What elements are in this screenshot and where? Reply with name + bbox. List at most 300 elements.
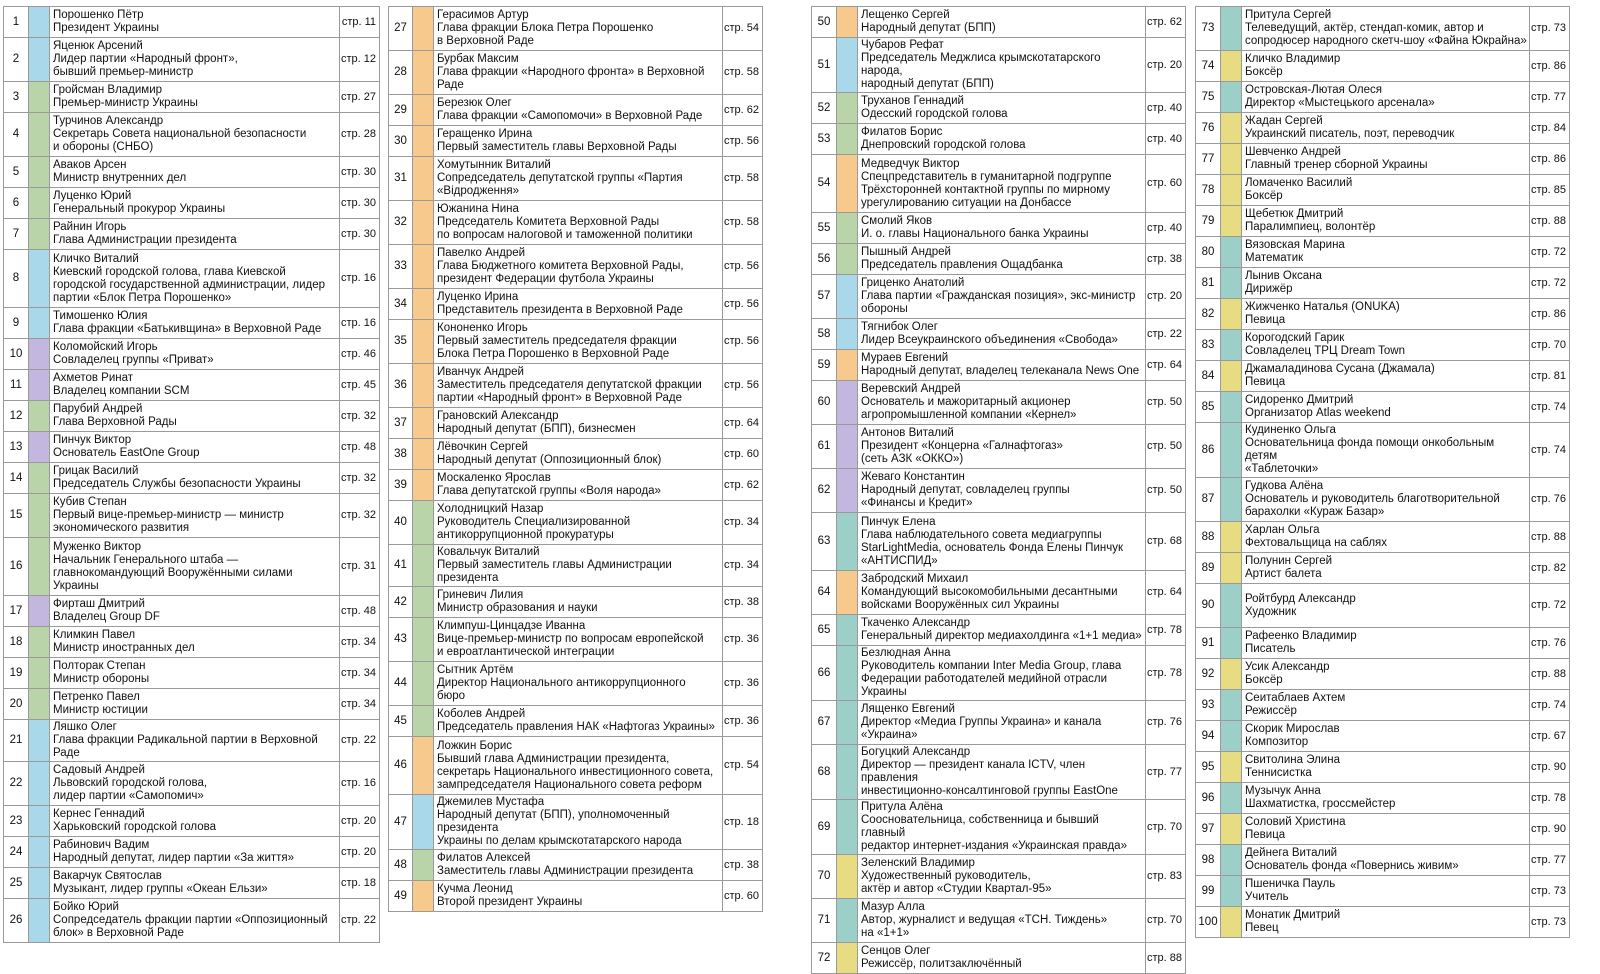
rank-number: 73 bbox=[1196, 7, 1221, 51]
rank-number: 60 bbox=[812, 381, 837, 425]
person-role: Украинский писатель, поэт, переводчик bbox=[1245, 128, 1455, 140]
page-reference: стр. 54 bbox=[723, 737, 763, 795]
person-name: Кудиненко Ольга bbox=[1245, 424, 1336, 436]
list-row bbox=[389, 157, 763, 201]
person-name: Филатов Борис bbox=[861, 126, 943, 138]
category-color-band bbox=[29, 689, 50, 720]
person-cell bbox=[50, 806, 340, 837]
rank-number: 16 bbox=[4, 538, 29, 596]
person-role: Президент «Концерна «Галнафтогаз» (сеть АЗК «ОККО») bbox=[861, 440, 1063, 465]
category-color-band bbox=[29, 806, 50, 837]
category-color-band bbox=[1221, 814, 1242, 845]
rank-number: 40 bbox=[389, 501, 413, 545]
list-row bbox=[1196, 330, 1570, 361]
page-reference: стр. 70 bbox=[1530, 330, 1570, 361]
list-row bbox=[4, 463, 380, 494]
list-row bbox=[389, 320, 763, 364]
category-color-band bbox=[837, 93, 858, 124]
page-reference: стр. 74 bbox=[1530, 690, 1570, 721]
rank-number: 90 bbox=[1196, 584, 1221, 628]
person-name: Турчинов Александр bbox=[53, 115, 164, 127]
category-color-band bbox=[1221, 907, 1242, 938]
person-name: Мураев Евгений bbox=[861, 352, 949, 364]
category-color-band bbox=[29, 899, 50, 943]
rank-number: 77 bbox=[1196, 144, 1221, 175]
category-color-band bbox=[837, 646, 858, 701]
category-color-band bbox=[413, 662, 434, 706]
page-reference: стр. 27 bbox=[340, 82, 380, 113]
page-reference: стр. 48 bbox=[340, 596, 380, 627]
page-reference: стр. 64 bbox=[1146, 350, 1186, 381]
list-row bbox=[4, 720, 380, 762]
category-color-band bbox=[29, 157, 50, 188]
person-cell bbox=[858, 469, 1146, 513]
list-row bbox=[812, 899, 1186, 943]
page-reference: стр. 36 bbox=[723, 662, 763, 706]
person-role: Директор Национального антикоррупционного бюро bbox=[437, 677, 686, 702]
category-color-band bbox=[1221, 330, 1242, 361]
person-cell bbox=[50, 188, 340, 219]
category-color-band bbox=[1221, 659, 1242, 690]
category-color-band bbox=[1221, 113, 1242, 144]
person-role: Председатель Службы безопасности Украины bbox=[53, 478, 301, 490]
list-row bbox=[389, 618, 763, 662]
person-cell bbox=[50, 762, 340, 806]
person-name: Гудкова Алёна bbox=[1245, 480, 1324, 492]
person-cell bbox=[1242, 144, 1530, 175]
category-color-band bbox=[837, 319, 858, 350]
category-color-band bbox=[1221, 783, 1242, 814]
person-name: Труханов Геннадий bbox=[861, 95, 964, 107]
rank-number: 80 bbox=[1196, 237, 1221, 268]
page-reference: стр. 74 bbox=[1530, 423, 1570, 478]
rank-number: 33 bbox=[389, 245, 413, 289]
rank-number: 63 bbox=[812, 513, 837, 571]
page-reference: стр. 30 bbox=[340, 157, 380, 188]
page-reference: стр. 86 bbox=[1530, 51, 1570, 82]
person-cell bbox=[50, 370, 340, 401]
page-reference: стр. 82 bbox=[1530, 553, 1570, 584]
person-name: Лещенко Сергей bbox=[861, 9, 950, 21]
person-cell bbox=[434, 662, 723, 706]
page-reference: стр. 90 bbox=[1530, 752, 1570, 783]
list-row bbox=[389, 201, 763, 245]
page-reference: стр. 38 bbox=[723, 850, 763, 881]
person-name: Кличко Виталий bbox=[53, 252, 139, 265]
person-role: Заместитель главы Администрации президента bbox=[437, 865, 694, 877]
category-color-band bbox=[837, 213, 858, 244]
category-color-band bbox=[837, 124, 858, 155]
person-name: Кличко Владимир bbox=[1245, 53, 1341, 65]
list-row bbox=[1196, 522, 1570, 553]
person-role: Организатор Atlas weekend bbox=[1245, 407, 1391, 419]
list-row bbox=[812, 93, 1186, 124]
category-color-band bbox=[413, 587, 434, 618]
rank-number: 38 bbox=[389, 439, 413, 470]
rank-number: 54 bbox=[812, 155, 837, 213]
rank-number: 64 bbox=[812, 571, 837, 615]
person-role: Телеведущий, актёр, стендап-комик, автор и сопродюсер народного скетч-шоу «Файна Юкрайна» bbox=[1245, 22, 1527, 47]
rank-number: 12 bbox=[4, 401, 29, 432]
page-reference: стр. 76 bbox=[1530, 478, 1570, 522]
person-role: Сопредседатель фракции партии «Оппозиционный блок» в Верховной Раде bbox=[53, 914, 328, 939]
person-role: Директор «Медиа Группы Украина» и канала «Украина» bbox=[861, 716, 1102, 741]
person-cell bbox=[1242, 478, 1530, 522]
category-color-band bbox=[837, 855, 858, 899]
person-role: Министр иностранных дел bbox=[53, 642, 195, 654]
list-row bbox=[389, 245, 763, 289]
person-role: Киевский городской голова, глава Киевской городской государственной администрации, лидер партии «Блок Петра Порошенко» bbox=[53, 265, 326, 304]
page-reference: стр. 34 bbox=[340, 627, 380, 658]
person-cell bbox=[858, 381, 1146, 425]
person-name: Соловий Христина bbox=[1245, 816, 1346, 828]
category-color-band bbox=[413, 7, 434, 51]
page-reference: стр. 22 bbox=[1146, 319, 1186, 350]
person-cell bbox=[1242, 330, 1530, 361]
page-reference: стр. 77 bbox=[1530, 82, 1570, 113]
person-name: Притула Сергей bbox=[1245, 9, 1332, 21]
person-role: Председатель Комитета Верховной Рады по вопросам налоговой и таможенной политики bbox=[437, 216, 693, 241]
list-row bbox=[389, 545, 763, 587]
rank-number: 34 bbox=[389, 289, 413, 320]
category-color-band bbox=[1221, 392, 1242, 423]
category-color-band bbox=[1221, 51, 1242, 82]
category-color-band bbox=[29, 762, 50, 806]
category-color-band bbox=[413, 501, 434, 545]
page-reference: стр. 50 bbox=[1146, 425, 1186, 469]
person-name: Кернес Геннадий bbox=[53, 808, 145, 820]
person-name: Кубив Степан bbox=[53, 496, 127, 508]
rank-number: 83 bbox=[1196, 330, 1221, 361]
page-reference: стр. 36 bbox=[723, 706, 763, 737]
list-row bbox=[4, 219, 380, 250]
list-row bbox=[1196, 82, 1570, 113]
page-reference: стр. 62 bbox=[723, 95, 763, 126]
rank-number: 62 bbox=[812, 469, 837, 513]
page-reference: стр. 45 bbox=[340, 370, 380, 401]
category-color-band bbox=[837, 350, 858, 381]
page-reference: стр. 60 bbox=[723, 439, 763, 470]
category-color-band bbox=[837, 943, 858, 974]
person-name: Сеитаблаев Ахтем bbox=[1245, 692, 1346, 704]
person-role: Министр внутренних дел bbox=[53, 172, 187, 184]
page-reference: стр. 16 bbox=[340, 250, 380, 308]
rank-number: 19 bbox=[4, 658, 29, 689]
person-name: Южанина Нина bbox=[437, 203, 519, 215]
list-row bbox=[812, 213, 1186, 244]
rank-number: 55 bbox=[812, 213, 837, 244]
person-name: Веревский Андрей bbox=[861, 383, 961, 395]
rank-number: 71 bbox=[812, 899, 837, 943]
person-role: Писатель bbox=[1245, 643, 1296, 655]
list-row bbox=[1196, 690, 1570, 721]
category-color-band bbox=[413, 795, 434, 850]
person-cell bbox=[1242, 814, 1530, 845]
person-cell bbox=[1242, 628, 1530, 659]
category-color-band bbox=[1221, 237, 1242, 268]
person-role: Первый заместитель главы Администрации президента bbox=[437, 559, 672, 584]
page-reference: стр. 88 bbox=[1530, 659, 1570, 690]
category-color-band bbox=[29, 720, 50, 762]
person-role: Львовский городской голова, лидер партии «Самопомич» bbox=[53, 777, 208, 802]
page-reference: стр. 86 bbox=[1530, 299, 1570, 330]
category-color-band bbox=[1221, 299, 1242, 330]
person-role: Лидер партии «Народный фронт», бывший премьер-министр bbox=[53, 53, 238, 78]
person-cell bbox=[1242, 51, 1530, 82]
list-row bbox=[812, 646, 1186, 701]
person-name: Островская-Лютая Олеся bbox=[1245, 84, 1382, 96]
list-row bbox=[1196, 659, 1570, 690]
category-color-band bbox=[29, 370, 50, 401]
person-role: И. о. главы Национального банка Украины bbox=[861, 228, 1089, 240]
person-cell bbox=[434, 618, 723, 662]
page-reference: стр. 73 bbox=[1530, 7, 1570, 51]
person-name: Свитолина Элина bbox=[1245, 754, 1340, 766]
list-row bbox=[812, 800, 1186, 855]
rank-number: 94 bbox=[1196, 721, 1221, 752]
rank-number: 1 bbox=[4, 7, 29, 38]
person-name: Климпуш-Цинцадзе Иванна bbox=[437, 620, 586, 632]
page-reference: стр. 30 bbox=[340, 188, 380, 219]
person-role: Режиссёр, политзаключённый bbox=[861, 958, 1022, 970]
rank-number: 98 bbox=[1196, 845, 1221, 876]
person-name: Тягнибок Олег bbox=[861, 321, 938, 333]
category-color-band bbox=[29, 463, 50, 494]
list-row bbox=[4, 308, 380, 339]
rank-number: 41 bbox=[389, 545, 413, 587]
rank-number: 93 bbox=[1196, 690, 1221, 721]
page-reference: стр. 73 bbox=[1530, 876, 1570, 907]
rank-number: 4 bbox=[4, 113, 29, 157]
person-role: Математик bbox=[1245, 252, 1304, 264]
person-name: Забродский Михаил bbox=[861, 573, 969, 585]
person-role: Бывший глава Администрации президента, секретарь Национального инвестиционного совета, зампредседателя Национального совета реформ bbox=[437, 752, 714, 791]
page-reference: стр. 83 bbox=[1146, 855, 1186, 899]
rank-number: 22 bbox=[4, 762, 29, 806]
person-role: Композитор bbox=[1245, 736, 1309, 748]
person-cell bbox=[858, 615, 1146, 646]
person-name: Корогодский Гарик bbox=[1245, 332, 1345, 344]
list-row bbox=[1196, 814, 1570, 845]
person-name: Монатик Дмитрий bbox=[1245, 909, 1341, 921]
person-role: Основатель и руководитель благотворительной барахолки «Кураж Базар» bbox=[1245, 493, 1500, 518]
rank-number: 91 bbox=[1196, 628, 1221, 659]
person-name: Бурбак Максим bbox=[437, 53, 519, 65]
page-reference: стр. 38 bbox=[723, 587, 763, 618]
page-reference: стр. 88 bbox=[1146, 943, 1186, 974]
page-reference: стр. 50 bbox=[1146, 381, 1186, 425]
person-name: Муженко Виктор bbox=[53, 540, 141, 553]
page-reference: стр. 34 bbox=[340, 689, 380, 720]
person-role: Руководитель компании Inter Media Group, глава Федерации работодателей медийной отрасли Украины bbox=[861, 660, 1122, 698]
person-name: Гриневич Лилия bbox=[437, 589, 524, 601]
page-reference: стр. 40 bbox=[1146, 213, 1186, 244]
page-reference: стр. 56 bbox=[723, 364, 763, 408]
person-role: Генеральный прокурор Украины bbox=[53, 203, 226, 215]
person-name: Луценко Юрий bbox=[53, 190, 132, 202]
person-cell bbox=[858, 7, 1146, 38]
person-cell bbox=[1242, 659, 1530, 690]
person-cell bbox=[1242, 553, 1530, 584]
person-name: Райнин Игорь bbox=[53, 221, 127, 233]
page-reference: стр. 72 bbox=[1530, 237, 1570, 268]
page-reference: стр. 78 bbox=[1146, 646, 1186, 701]
list-row bbox=[4, 658, 380, 689]
person-role: Певица bbox=[1245, 376, 1286, 388]
list-row bbox=[389, 850, 763, 881]
person-name: Сидоренко Дмитрий bbox=[1245, 394, 1354, 406]
person-cell bbox=[434, 501, 723, 545]
category-color-band bbox=[29, 308, 50, 339]
page-reference: стр. 76 bbox=[1530, 628, 1570, 659]
page-reference: стр. 12 bbox=[340, 38, 380, 82]
page-reference: стр. 58 bbox=[723, 157, 763, 201]
list-row bbox=[1196, 423, 1570, 478]
person-role: Дирижёр bbox=[1245, 283, 1293, 295]
category-color-band bbox=[837, 244, 858, 275]
category-color-band bbox=[1221, 584, 1242, 628]
category-color-band bbox=[413, 545, 434, 587]
list-row bbox=[812, 943, 1186, 974]
rank-number: 87 bbox=[1196, 478, 1221, 522]
page-reference: стр. 60 bbox=[1146, 155, 1186, 213]
person-cell bbox=[858, 275, 1146, 319]
person-role: Командующий высокомобильными десантными войсками Вооружённых сил Украины bbox=[861, 586, 1118, 611]
person-name: Щебетюк Дмитрий bbox=[1245, 208, 1344, 220]
page-reference: стр. 48 bbox=[340, 432, 380, 463]
person-name: Грицак Василий bbox=[53, 465, 139, 477]
person-name: Смолий Яков bbox=[861, 215, 933, 227]
category-color-band bbox=[413, 320, 434, 364]
person-cell bbox=[858, 425, 1146, 469]
person-role: Руководитель Специализированной антикоррупционной прокуратуры bbox=[437, 516, 631, 541]
person-cell bbox=[1242, 113, 1530, 144]
category-color-band bbox=[29, 339, 50, 370]
person-cell bbox=[50, 38, 340, 82]
list-row bbox=[812, 350, 1186, 381]
category-color-band bbox=[413, 850, 434, 881]
list-row bbox=[389, 7, 763, 51]
person-role: Министр образования и науки bbox=[437, 602, 598, 614]
person-role: Народный депутат, владелец телеканала News One bbox=[861, 365, 1140, 377]
category-color-band bbox=[29, 658, 50, 689]
page-reference: стр. 76 bbox=[1146, 701, 1186, 745]
list-row bbox=[4, 837, 380, 868]
person-cell bbox=[50, 82, 340, 113]
list-row bbox=[4, 538, 380, 596]
list-row bbox=[1196, 268, 1570, 299]
category-color-band bbox=[413, 470, 434, 501]
page-reference: стр. 28 bbox=[340, 113, 380, 157]
rank-number: 78 bbox=[1196, 175, 1221, 206]
category-color-band bbox=[29, 596, 50, 627]
rating-table-1 bbox=[3, 6, 380, 943]
rank-number: 74 bbox=[1196, 51, 1221, 82]
category-color-band bbox=[1221, 845, 1242, 876]
person-role: Спецпредставитель в гуманитарной подгруппе Трёхсторонней контактной группы по мирному урегулированию ситуации на Донбассе bbox=[861, 170, 1112, 209]
rank-number: 58 bbox=[812, 319, 837, 350]
list-row bbox=[1196, 237, 1570, 268]
category-color-band bbox=[837, 701, 858, 745]
category-color-band bbox=[1221, 82, 1242, 113]
person-name: Коболев Андрей bbox=[437, 708, 526, 720]
page-reference: стр. 60 bbox=[723, 881, 763, 912]
person-name: Герасимов Артур bbox=[437, 9, 529, 21]
list-row bbox=[812, 155, 1186, 213]
list-row bbox=[1196, 144, 1570, 175]
category-color-band bbox=[413, 706, 434, 737]
person-name: Лященко Евгений bbox=[861, 703, 955, 715]
rank-number: 6 bbox=[4, 188, 29, 219]
list-row bbox=[4, 432, 380, 463]
page-reference: стр. 64 bbox=[723, 408, 763, 439]
page-reference: стр. 72 bbox=[1530, 268, 1570, 299]
page-reference: стр. 86 bbox=[1530, 144, 1570, 175]
rank-number: 48 bbox=[389, 850, 413, 881]
category-color-band bbox=[1221, 361, 1242, 392]
person-role: Секретарь Совета национальной безопасности и обороны (СНБО) bbox=[53, 128, 307, 153]
category-color-band bbox=[837, 38, 858, 93]
person-cell bbox=[434, 364, 723, 408]
list-row bbox=[4, 494, 380, 538]
person-role: Теннисистка bbox=[1245, 767, 1312, 779]
list-row bbox=[4, 188, 380, 219]
rank-number: 70 bbox=[812, 855, 837, 899]
category-color-band bbox=[413, 157, 434, 201]
rank-number: 68 bbox=[812, 745, 837, 800]
page-reference: стр. 84 bbox=[1530, 113, 1570, 144]
page-reference: стр. 70 bbox=[1146, 800, 1186, 855]
person-name: Ломаченко Василий bbox=[1245, 177, 1353, 189]
rank-number: 3 bbox=[4, 82, 29, 113]
person-role: Музыкант, лидер группы «Океан Ельзи» bbox=[53, 883, 268, 895]
person-name: Коломойский Игорь bbox=[53, 341, 158, 353]
person-name: Жеваго Константин bbox=[861, 471, 965, 483]
person-role: Премьер-министр Украины bbox=[53, 97, 198, 109]
category-color-band bbox=[413, 408, 434, 439]
category-color-band bbox=[1221, 690, 1242, 721]
person-cell bbox=[858, 943, 1146, 974]
person-cell bbox=[858, 319, 1146, 350]
category-color-band bbox=[837, 615, 858, 646]
person-name: Чубаров Рефат bbox=[861, 39, 944, 51]
person-name: Притула Алёна bbox=[861, 801, 943, 813]
person-cell bbox=[50, 308, 340, 339]
person-cell bbox=[434, 470, 723, 501]
rank-number: 8 bbox=[4, 250, 29, 308]
rank-number: 56 bbox=[812, 244, 837, 275]
person-cell bbox=[50, 627, 340, 658]
rank-number: 89 bbox=[1196, 553, 1221, 584]
list-row bbox=[389, 364, 763, 408]
person-cell bbox=[858, 855, 1146, 899]
page-reference: стр. 56 bbox=[723, 289, 763, 320]
category-color-band bbox=[413, 364, 434, 408]
person-name: Жижченко Наталья (ONUKA) bbox=[1245, 301, 1400, 313]
category-color-band bbox=[1221, 268, 1242, 299]
rank-number: 67 bbox=[812, 701, 837, 745]
list-row bbox=[812, 319, 1186, 350]
person-cell bbox=[50, 837, 340, 868]
person-name: Пшеничка Пауль bbox=[1245, 878, 1336, 890]
rank-number: 85 bbox=[1196, 392, 1221, 423]
person-name: Джемилев Мустафа bbox=[437, 796, 545, 808]
page-reference: стр. 22 bbox=[340, 720, 380, 762]
category-color-band bbox=[837, 381, 858, 425]
page-reference: стр. 16 bbox=[340, 762, 380, 806]
person-name: Тимошенко Юлия bbox=[53, 310, 148, 322]
person-cell bbox=[50, 250, 340, 308]
